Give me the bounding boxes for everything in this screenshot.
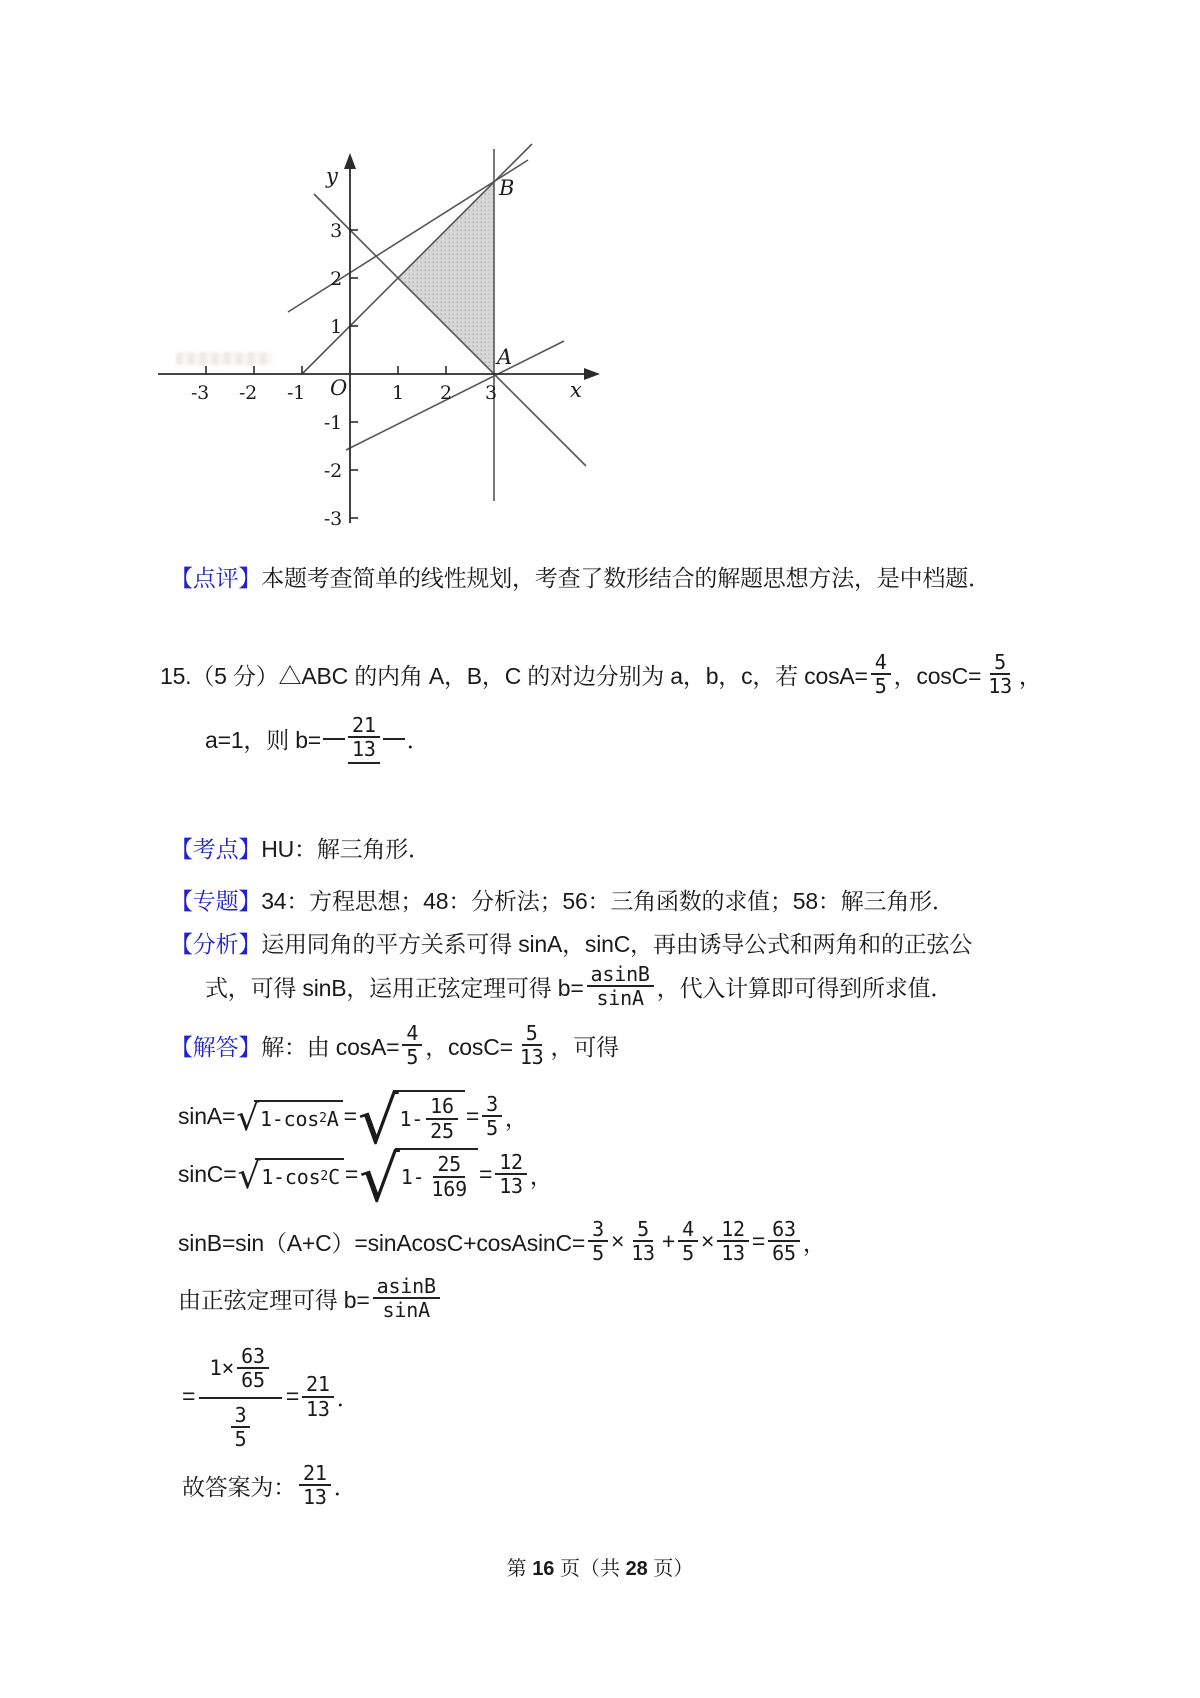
fraction-5-13 [627, 1218, 659, 1265]
footer-mid: 页（共 [554, 1558, 626, 1580]
jieda-post: ，可得 [550, 1033, 619, 1060]
fraction-63-65 [768, 1218, 800, 1265]
big-eq-tail: ． [336, 1385, 360, 1412]
radical-sign-icon: √ [237, 1156, 261, 1198]
fraction-numerator: 21 [299, 1462, 331, 1486]
fraction-denominator: 169 [431, 1176, 467, 1201]
jieda-label: 【解答】 [170, 1033, 262, 1060]
radical-1-minus-cos2C [237, 1156, 343, 1198]
fraction-numerator: 5 [990, 651, 1010, 675]
fraction-numerator: 12 [717, 1218, 749, 1242]
fraction-numerator: 4 [402, 1022, 422, 1046]
x-tick-label: -1 [286, 382, 306, 404]
problem15-text-pre: 15.（5 分）△ABC 的内角 A，B，C 的对边分别为 a，b，c，若 cosA= [160, 662, 868, 689]
radical-1-minus-cos2A [236, 1098, 342, 1140]
radical-sign-icon: √ [359, 1143, 400, 1217]
sinB-tail: ， [802, 1229, 826, 1256]
point-label-b: B [499, 176, 515, 200]
equals-sign: = [478, 1160, 493, 1187]
fraction-denominator: 5 [234, 1427, 247, 1452]
plus-operator: + [661, 1227, 676, 1254]
footer-pre: 第 [506, 1558, 533, 1580]
fraction-3-5 [588, 1218, 608, 1265]
fraction-numerator: 3 [588, 1218, 608, 1242]
fraction-12-13 [717, 1218, 749, 1265]
fraction-numerator: 63 [237, 1345, 269, 1369]
big-fraction-denominator [228, 1399, 254, 1451]
final-answer-line [182, 1462, 357, 1509]
x-tick-label: 3 [485, 382, 497, 404]
fraction-denominator: 13 [348, 738, 380, 763]
fraction-25-169 [427, 1153, 471, 1200]
kaodian-line [170, 831, 431, 864]
fraction-denominator: 13 [519, 1045, 544, 1070]
problem15-line1 [160, 651, 1042, 698]
fraction-numerator: 12 [495, 1151, 527, 1175]
zhuanti-line [170, 883, 955, 916]
big-fraction-numerator [199, 1343, 282, 1399]
feasible-region [398, 182, 494, 374]
point-label-a: A [497, 345, 512, 369]
x-tick-label: -3 [190, 382, 210, 404]
answer-tail: ． [333, 1473, 357, 1500]
fraction-denominator: 13 [499, 1174, 523, 1199]
radicand-post: C [328, 1164, 340, 1189]
fraction-denominator: sinA [596, 986, 644, 1011]
fraction-21-13 [302, 1373, 334, 1420]
fraction-numerator: 5 [522, 1022, 542, 1046]
radical-sign-icon: √ [357, 1085, 399, 1159]
fenxi-text2-pre: 式，可得 sinB，运用正弦定理可得 b= [205, 974, 584, 1001]
equals-sign: = [751, 1227, 766, 1254]
y-tick-label: 1 [330, 316, 342, 338]
radicand-pre: 1-cos [261, 1164, 321, 1189]
fraction-denominator: 13 [988, 674, 1012, 699]
fraction-numerator: 21 [302, 1373, 334, 1397]
figure-linear-programming [140, 133, 620, 533]
fenxi-label: 【分析】 [170, 931, 262, 957]
fraction-cosC [516, 1022, 548, 1069]
radicand-pre: 1- [400, 1164, 425, 1189]
y-axis-arrow [344, 153, 356, 169]
kaodian-label: 【考点】 [170, 836, 262, 862]
fraction-numerator: asinB [373, 1275, 440, 1299]
equals-sign: = [465, 1102, 480, 1129]
x-tick-label: -2 [238, 382, 258, 404]
fraction-numerator: 21 [348, 714, 380, 738]
radical-sign-icon: √ [236, 1098, 259, 1140]
sinC-equation [178, 1143, 553, 1217]
footer-page-number: 16 [532, 1558, 555, 1580]
sinA-head: sinA= [178, 1102, 236, 1129]
problem15-line2-pre: a=1，则 b= [205, 727, 322, 754]
y-axis-label: y [326, 164, 338, 188]
y-tick-label: 2 [330, 268, 342, 290]
fraction-denominator: 13 [631, 1241, 655, 1266]
fraction-denominator: sinA [382, 1298, 430, 1323]
fraction-numerator: 16 [426, 1095, 458, 1119]
fraction-16-25 [426, 1095, 458, 1142]
fraction-cosA [871, 651, 891, 698]
sine-rule-line [178, 1275, 443, 1322]
problem15-text-post: ， [1018, 662, 1042, 689]
sinC-head: sinC= [178, 1160, 237, 1187]
sinB-equation [178, 1218, 826, 1265]
fraction-numerator: 4 [871, 651, 891, 675]
problem15-line2 [205, 714, 430, 764]
fraction-asinB-over-sinA [373, 1275, 440, 1322]
comment-line [170, 560, 991, 593]
equals-sign: = [343, 1102, 357, 1129]
big-fraction [199, 1343, 282, 1451]
times-operator: × [610, 1227, 625, 1254]
problem15-line2-post: ． [406, 727, 430, 754]
jieda-pre: 解：由 cosA= [261, 1033, 400, 1060]
radicand-sup: 2 [320, 1169, 329, 1185]
fraction-asinB-over-sinA [587, 963, 654, 1010]
equals-sign: = [285, 1383, 300, 1410]
answer-blank [323, 714, 405, 764]
fraction-denominator: 13 [721, 1241, 745, 1266]
numerator-pre: 1× [209, 1356, 235, 1381]
fraction-numerator: 25 [433, 1153, 465, 1177]
sinA-tail: ， [504, 1104, 528, 1131]
origin-label: O [330, 376, 348, 400]
answer-pre: 故答案为： [182, 1473, 297, 1500]
fraction-answer [348, 714, 380, 764]
fraction-denominator: 25 [430, 1118, 454, 1143]
fraction-denominator: 13 [306, 1396, 330, 1421]
sinB-head: sinB=sin（A+C）=sinAcosC+cosAsinC= [178, 1229, 586, 1256]
y-tick-label: -3 [323, 508, 342, 530]
big-equation [182, 1343, 360, 1451]
fraction-21-13 [299, 1462, 331, 1509]
sine-rule-pre: 由正弦定理可得 b= [178, 1286, 370, 1313]
problem15-text-mid: ，cosC= [893, 662, 982, 689]
fraction-cosC [984, 651, 1016, 698]
fenxi-text1: 运用同角的平方关系可得 sinA，sinC，再由诱导公式和两角和的正弦公 [261, 931, 973, 957]
fraction-3-5 [482, 1093, 502, 1140]
fraction-numerator: 4 [678, 1218, 698, 1242]
jieda-mid: ，cosC= [425, 1033, 513, 1060]
fraction-4-5 [678, 1218, 698, 1265]
y-tick-label: -1 [323, 412, 342, 434]
fraction-numerator: 3 [482, 1093, 502, 1117]
fraction-numerator: 3 [231, 1404, 251, 1428]
x-tick-label: 2 [440, 382, 452, 404]
y-tick-label: 3 [330, 220, 342, 242]
watermark-smudge [176, 352, 272, 365]
equals-sign: = [182, 1383, 196, 1410]
page-footer [0, 1552, 1200, 1581]
radicand-pre: 1-cos [259, 1106, 320, 1131]
zhuanti-text: 34：方程思想；48：分析法；56：三角函数的求值；58：解三角形． [261, 888, 955, 914]
equals-sign: = [344, 1160, 359, 1187]
fraction-63-65 [237, 1345, 269, 1392]
fraction-numerator: 5 [633, 1218, 653, 1242]
kaodian-text: HU：解三角形． [261, 836, 431, 862]
x-tick-label: 1 [392, 382, 404, 404]
fraction-denominator: 5 [592, 1241, 604, 1266]
x-axis-label: x [570, 378, 582, 402]
fenxi-line2 [205, 963, 953, 1010]
radicand-sup: 2 [319, 1111, 327, 1127]
fraction-denominator: 5 [682, 1241, 694, 1266]
sinC-tail: ， [529, 1162, 553, 1189]
zhuanti-label: 【专题】 [170, 888, 262, 914]
times-operator: × [700, 1227, 715, 1254]
fraction-denominator: 5 [406, 1045, 419, 1070]
jieda-line [170, 1022, 619, 1069]
fraction-numerator: asinB [587, 963, 654, 987]
radical-1-minus-16-25 [357, 1085, 465, 1159]
fenxi-line1 [170, 926, 972, 959]
radicand-post: A [326, 1106, 339, 1131]
comment-text: 本题考查简单的线性规划，考查了数形结合的解题思想方法，是中档题． [261, 565, 991, 591]
footer-post: 页） [647, 1558, 694, 1580]
line-through-A-slope-half [346, 341, 564, 450]
y-tick-label: -2 [323, 460, 342, 482]
radicand-pre: 1- [399, 1106, 424, 1131]
fraction-3-5 [231, 1404, 251, 1451]
fraction-denominator: 65 [241, 1368, 265, 1393]
fraction-12-13 [495, 1151, 527, 1198]
radical-1-minus-25-169 [359, 1143, 478, 1217]
fraction-cosA [402, 1022, 422, 1069]
comment-label: 【点评】 [170, 565, 262, 591]
fraction-denominator: 13 [303, 1485, 327, 1510]
sinA-equation [178, 1085, 528, 1159]
fraction-denominator: 65 [772, 1241, 796, 1266]
x-axis-arrow [584, 368, 600, 380]
fraction-numerator: 63 [768, 1218, 800, 1242]
fenxi-text2-post: ，代入计算即可得到所求值． [656, 974, 954, 1001]
fraction-denominator: 5 [874, 674, 887, 699]
fraction-denominator: 5 [486, 1116, 498, 1141]
footer-total-pages: 28 [625, 1558, 648, 1580]
